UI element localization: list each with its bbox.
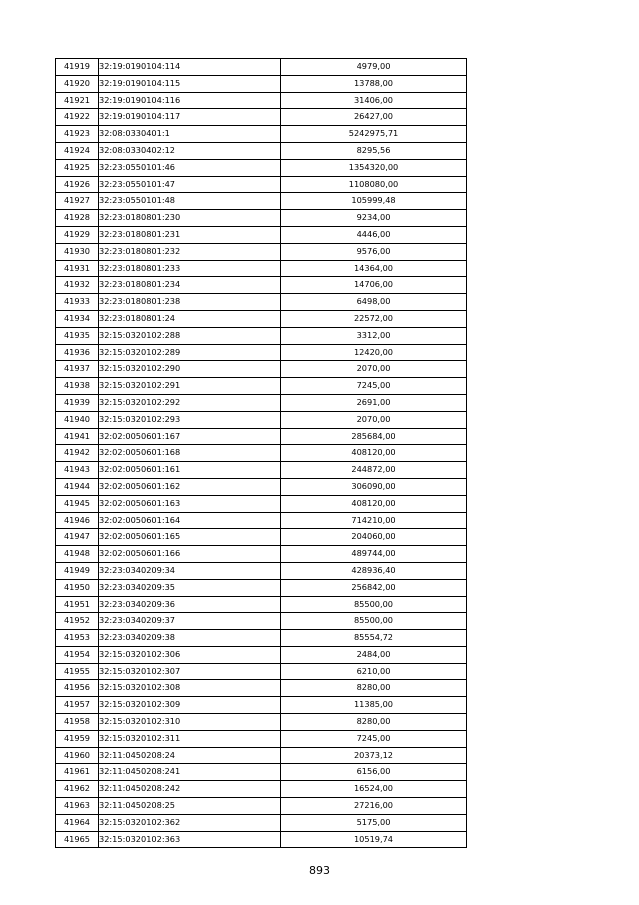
row-number-cell: 41937 <box>56 361 99 378</box>
table-row <box>56 193 467 210</box>
row-number-cell: 41929 <box>56 226 99 243</box>
table-row <box>56 697 467 714</box>
row-number-cell: 41926 <box>56 176 99 193</box>
cadastral-value-cell: 2070,00 <box>281 411 467 428</box>
cadastral-value-cell: 26427,00 <box>281 109 467 126</box>
cadastral-value-cell: 10519,74 <box>281 831 467 848</box>
cadastral-number-cell: 32:15:0320102:311 <box>99 730 281 747</box>
cadastral-value-cell: 12420,00 <box>281 344 467 361</box>
table-row <box>56 478 467 495</box>
row-number-cell: 41944 <box>56 478 99 495</box>
table-row <box>56 579 467 596</box>
cadastral-number-cell: 32:15:0320102:290 <box>99 361 281 378</box>
cadastral-value-cell: 6210,00 <box>281 663 467 680</box>
table-row <box>56 310 467 327</box>
cadastral-value-cell: 9576,00 <box>281 243 467 260</box>
row-number-cell: 41924 <box>56 142 99 159</box>
cadastral-number-cell: 32:02:0050601:166 <box>99 546 281 563</box>
cadastral-number-cell: 32:02:0050601:163 <box>99 495 281 512</box>
row-number-cell: 41942 <box>56 445 99 462</box>
table-row <box>56 596 467 613</box>
row-number-cell: 41933 <box>56 294 99 311</box>
row-number-cell: 41935 <box>56 327 99 344</box>
cadastral-value-cell: 1108080,00 <box>281 176 467 193</box>
row-number-cell: 41961 <box>56 764 99 781</box>
cadastral-value-cell: 13788,00 <box>281 75 467 92</box>
cadastral-number-cell: 32:15:0320102:306 <box>99 646 281 663</box>
cadastral-number-cell: 32:08:0330402:12 <box>99 142 281 159</box>
table-row <box>56 831 467 848</box>
cadastral-number-cell: 32:23:0550101:48 <box>99 193 281 210</box>
cadastral-number-cell: 32:15:0320102:308 <box>99 680 281 697</box>
row-number-cell: 41941 <box>56 428 99 445</box>
row-number-cell: 41962 <box>56 781 99 798</box>
cadastral-number-cell: 32:02:0050601:168 <box>99 445 281 462</box>
row-number-cell: 41951 <box>56 596 99 613</box>
cadastral-number-cell: 32:23:0340209:37 <box>99 613 281 630</box>
cadastral-number-cell: 32:15:0320102:289 <box>99 344 281 361</box>
table-row <box>56 109 467 126</box>
cadastral-number-cell: 32:23:0180801:230 <box>99 210 281 227</box>
table-row <box>56 243 467 260</box>
table-row <box>56 781 467 798</box>
table-row <box>56 546 467 563</box>
cadastral-value-table <box>55 58 467 848</box>
row-number-cell: 41965 <box>56 831 99 848</box>
page-number: 893 <box>309 864 330 877</box>
cadastral-value-cell: 9234,00 <box>281 210 467 227</box>
cadastral-number-cell: 32:23:0340209:36 <box>99 596 281 613</box>
table-row <box>56 613 467 630</box>
cadastral-value-cell: 14364,00 <box>281 260 467 277</box>
table-row <box>56 495 467 512</box>
cadastral-value-cell: 8295,56 <box>281 142 467 159</box>
row-number-cell: 41939 <box>56 394 99 411</box>
row-number-cell: 41964 <box>56 814 99 831</box>
cadastral-value-cell: 7245,00 <box>281 378 467 395</box>
cadastral-number-cell: 32:11:0450208:241 <box>99 764 281 781</box>
cadastral-value-cell: 85554,72 <box>281 630 467 647</box>
table-row <box>56 747 467 764</box>
table-row <box>56 814 467 831</box>
cadastral-value-cell: 408120,00 <box>281 445 467 462</box>
table-row <box>56 277 467 294</box>
row-number-cell: 41956 <box>56 680 99 697</box>
row-number-cell: 41952 <box>56 613 99 630</box>
table-row <box>56 428 467 445</box>
row-number-cell: 41957 <box>56 697 99 714</box>
cadastral-number-cell: 32:23:0180801:232 <box>99 243 281 260</box>
cadastral-number-cell: 32:11:0450208:25 <box>99 798 281 815</box>
cadastral-value-cell: 204060,00 <box>281 529 467 546</box>
cadastral-number-cell: 32:19:0190104:114 <box>99 59 281 76</box>
table-row <box>56 59 467 76</box>
cadastral-value-cell: 11385,00 <box>281 697 467 714</box>
cadastral-value-cell: 5242975,71 <box>281 126 467 143</box>
cadastral-number-cell: 32:23:0550101:47 <box>99 176 281 193</box>
cadastral-number-cell: 32:08:0330401:1 <box>99 126 281 143</box>
table-row <box>56 646 467 663</box>
cadastral-number-cell: 32:23:0340209:35 <box>99 579 281 596</box>
table-row <box>56 562 467 579</box>
table-row <box>56 663 467 680</box>
table-row <box>56 92 467 109</box>
row-number-cell: 41955 <box>56 663 99 680</box>
cadastral-value-cell: 31406,00 <box>281 92 467 109</box>
cadastral-value-cell: 7245,00 <box>281 730 467 747</box>
table-row <box>56 75 467 92</box>
cadastral-value-cell: 14706,00 <box>281 277 467 294</box>
cadastral-value-cell: 6156,00 <box>281 764 467 781</box>
table-row <box>56 126 467 143</box>
table-row <box>56 142 467 159</box>
table-row <box>56 730 467 747</box>
row-number-cell: 41954 <box>56 646 99 663</box>
table-row <box>56 680 467 697</box>
row-number-cell: 41936 <box>56 344 99 361</box>
cadastral-value-cell: 1354320,00 <box>281 159 467 176</box>
cadastral-number-cell: 32:02:0050601:167 <box>99 428 281 445</box>
table-row <box>56 361 467 378</box>
cadastral-value-cell: 16524,00 <box>281 781 467 798</box>
cadastral-number-cell: 32:23:0180801:231 <box>99 226 281 243</box>
cadastral-value-cell: 2691,00 <box>281 394 467 411</box>
cadastral-value-cell: 428936,40 <box>281 562 467 579</box>
cadastral-number-cell: 32:23:0550101:46 <box>99 159 281 176</box>
row-number-cell: 41927 <box>56 193 99 210</box>
cadastral-number-cell: 32:23:0180801:234 <box>99 277 281 294</box>
row-number-cell: 41950 <box>56 579 99 596</box>
cadastral-number-cell: 32:11:0450208:24 <box>99 747 281 764</box>
cadastral-value-cell: 27216,00 <box>281 798 467 815</box>
table-row <box>56 176 467 193</box>
table-row <box>56 764 467 781</box>
table-row <box>56 798 467 815</box>
cadastral-number-cell: 32:19:0190104:117 <box>99 109 281 126</box>
cadastral-value-cell: 8280,00 <box>281 714 467 731</box>
table-row <box>56 327 467 344</box>
row-number-cell: 41963 <box>56 798 99 815</box>
table-row <box>56 529 467 546</box>
cadastral-number-cell: 32:15:0320102:288 <box>99 327 281 344</box>
row-number-cell: 41931 <box>56 260 99 277</box>
cadastral-number-cell: 32:15:0320102:309 <box>99 697 281 714</box>
row-number-cell: 41922 <box>56 109 99 126</box>
row-number-cell: 41930 <box>56 243 99 260</box>
table-row <box>56 714 467 731</box>
row-number-cell: 41940 <box>56 411 99 428</box>
cadastral-number-cell: 32:23:0340209:38 <box>99 630 281 647</box>
cadastral-value-cell: 85500,00 <box>281 596 467 613</box>
row-number-cell: 41938 <box>56 378 99 395</box>
cadastral-value-cell: 4446,00 <box>281 226 467 243</box>
cadastral-value-cell: 3312,00 <box>281 327 467 344</box>
row-number-cell: 41948 <box>56 546 99 563</box>
cadastral-value-cell: 408120,00 <box>281 495 467 512</box>
cadastral-number-cell: 32:11:0450208:242 <box>99 781 281 798</box>
row-number-cell: 41947 <box>56 529 99 546</box>
row-number-cell: 41934 <box>56 310 99 327</box>
row-number-cell: 41925 <box>56 159 99 176</box>
cadastral-number-cell: 32:23:0340209:34 <box>99 562 281 579</box>
cadastral-value-cell: 22572,00 <box>281 310 467 327</box>
table-row <box>56 512 467 529</box>
cadastral-value-cell: 6498,00 <box>281 294 467 311</box>
cadastral-number-cell: 32:15:0320102:293 <box>99 411 281 428</box>
cadastral-number-cell: 32:15:0320102:291 <box>99 378 281 395</box>
table-row <box>56 630 467 647</box>
row-number-cell: 41943 <box>56 462 99 479</box>
cadastral-value-cell: 20373,12 <box>281 747 467 764</box>
row-number-cell: 41928 <box>56 210 99 227</box>
cadastral-number-cell: 32:23:0180801:24 <box>99 310 281 327</box>
row-number-cell: 41923 <box>56 126 99 143</box>
cadastral-number-cell: 32:19:0190104:115 <box>99 75 281 92</box>
table-row <box>56 210 467 227</box>
row-number-cell: 41920 <box>56 75 99 92</box>
table-body <box>56 59 467 848</box>
cadastral-value-cell: 256842,00 <box>281 579 467 596</box>
row-number-cell: 41932 <box>56 277 99 294</box>
row-number-cell: 41949 <box>56 562 99 579</box>
cadastral-value-cell: 285684,00 <box>281 428 467 445</box>
row-number-cell: 41945 <box>56 495 99 512</box>
cadastral-number-cell: 32:15:0320102:310 <box>99 714 281 731</box>
cadastral-number-cell: 32:15:0320102:307 <box>99 663 281 680</box>
row-number-cell: 41919 <box>56 59 99 76</box>
table-row <box>56 260 467 277</box>
cadastral-value-cell: 2484,00 <box>281 646 467 663</box>
cadastral-number-cell: 32:23:0180801:233 <box>99 260 281 277</box>
cadastral-value-cell: 4979,00 <box>281 59 467 76</box>
table-row <box>56 462 467 479</box>
table-row <box>56 344 467 361</box>
cadastral-value-cell: 489744,00 <box>281 546 467 563</box>
row-number-cell: 41959 <box>56 730 99 747</box>
cadastral-value-cell: 105999,48 <box>281 193 467 210</box>
cadastral-value-cell: 8280,00 <box>281 680 467 697</box>
cadastral-value-cell: 85500,00 <box>281 613 467 630</box>
table-row <box>56 159 467 176</box>
table-row <box>56 394 467 411</box>
cadastral-value-cell: 244872,00 <box>281 462 467 479</box>
row-number-cell: 41946 <box>56 512 99 529</box>
cadastral-value-cell: 306090,00 <box>281 478 467 495</box>
cadastral-number-cell: 32:15:0320102:362 <box>99 814 281 831</box>
cadastral-number-cell: 32:02:0050601:164 <box>99 512 281 529</box>
cadastral-value-cell: 5175,00 <box>281 814 467 831</box>
table-row <box>56 294 467 311</box>
cadastral-number-cell: 32:23:0180801:238 <box>99 294 281 311</box>
cadastral-number-cell: 32:19:0190104:116 <box>99 92 281 109</box>
row-number-cell: 41958 <box>56 714 99 731</box>
table-row <box>56 378 467 395</box>
row-number-cell: 41960 <box>56 747 99 764</box>
row-number-cell: 41953 <box>56 630 99 647</box>
row-number-cell: 41921 <box>56 92 99 109</box>
cadastral-number-cell: 32:02:0050601:162 <box>99 478 281 495</box>
table-row <box>56 226 467 243</box>
cadastral-number-cell: 32:02:0050601:165 <box>99 529 281 546</box>
cadastral-number-cell: 32:02:0050601:161 <box>99 462 281 479</box>
table-row <box>56 445 467 462</box>
cadastral-number-cell: 32:15:0320102:292 <box>99 394 281 411</box>
table-row <box>56 411 467 428</box>
cadastral-number-cell: 32:15:0320102:363 <box>99 831 281 848</box>
cadastral-value-cell: 2070,00 <box>281 361 467 378</box>
cadastral-value-cell: 714210,00 <box>281 512 467 529</box>
